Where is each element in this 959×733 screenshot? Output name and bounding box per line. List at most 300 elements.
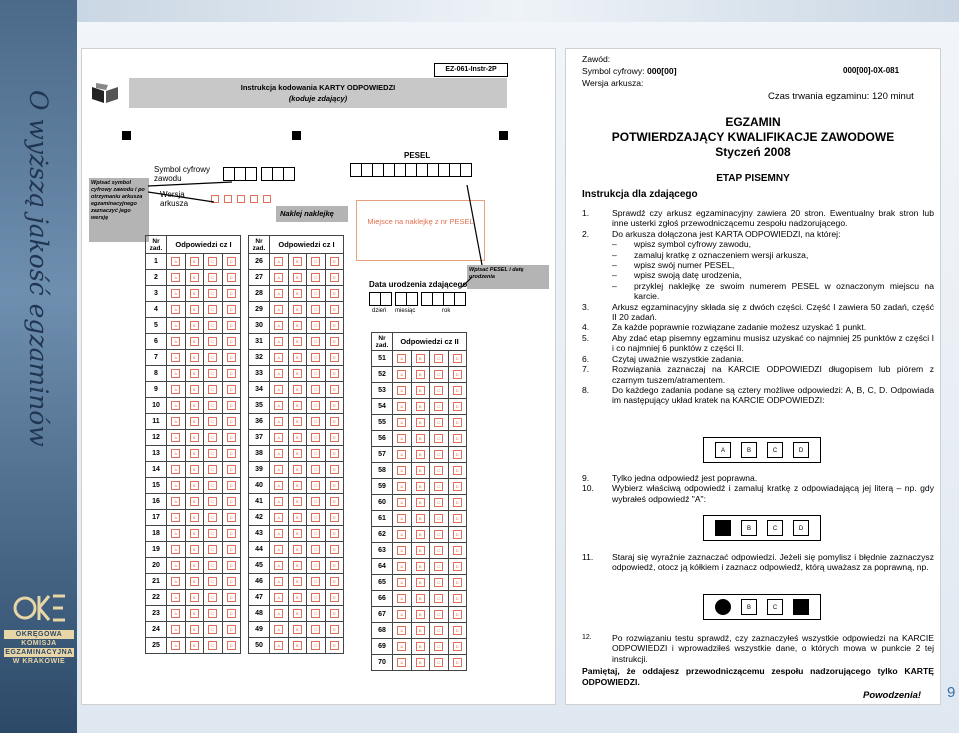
answer-cell: [222, 590, 241, 606]
answer-cell: [288, 430, 307, 446]
question-number: 5: [146, 318, 167, 334]
list-item: 6. Czytaj uważnie wszystkie zadania.: [582, 353, 744, 364]
option-c: C: [767, 520, 783, 536]
answer-box: B: [416, 530, 425, 539]
answer-box: D: [227, 561, 236, 570]
answer-box: A: [274, 497, 283, 506]
arrow-icon: [462, 177, 512, 297]
answer-box: D: [227, 369, 236, 378]
answer-cell: [307, 270, 326, 286]
list-item: 1. Sprawdź czy arkusz egzaminacyjny zawiera 20 stron. Ewentualny brak stron lub inne usterki zgłoś przewodniczącemu zespołu nadzorującego.: [582, 208, 934, 229]
answer-cell: [222, 414, 241, 430]
answer-cell: [325, 430, 344, 446]
answer-cell: [288, 574, 307, 590]
answer-cell: [288, 382, 307, 398]
answer-cell: [185, 606, 204, 622]
answer-cell: [393, 463, 412, 479]
answer-box: B: [293, 321, 302, 330]
symbol-line: [582, 66, 677, 76]
answer-box: C: [434, 434, 443, 443]
naklej-label: Naklej naklejkę: [276, 206, 348, 222]
table-row: [249, 446, 344, 462]
answer-box: A: [274, 529, 283, 538]
answer-cell: [307, 606, 326, 622]
answer-box: A: [171, 593, 180, 602]
table-row: [146, 478, 241, 494]
instructions-page: [565, 48, 941, 705]
answer-box: D: [453, 386, 462, 395]
answer-box: C: [208, 273, 217, 282]
answer-box: A: [397, 386, 406, 395]
answer-box: A: [274, 321, 283, 330]
answer-cell: [288, 590, 307, 606]
question-number: 2: [146, 270, 167, 286]
answer-box: D: [227, 593, 236, 602]
table-row: [372, 511, 467, 527]
answer-cell: [411, 543, 430, 559]
question-number: 1: [146, 254, 167, 270]
answer-box: B: [190, 497, 199, 506]
answer-box: D: [330, 449, 339, 458]
answer-box: B: [190, 529, 199, 538]
answer-box: B: [416, 642, 425, 651]
answer-box: C: [434, 354, 443, 363]
table-row: [372, 351, 467, 367]
answer-box: D: [227, 641, 236, 650]
answer-cell: [430, 543, 449, 559]
answer-box: B: [190, 385, 199, 394]
question-number: 25: [146, 638, 167, 654]
answer-box: C: [434, 402, 443, 411]
question-number: 36: [249, 414, 270, 430]
answer-box: A: [274, 593, 283, 602]
question-number: 23: [146, 606, 167, 622]
answer-cell: [393, 623, 412, 639]
answer-box: A: [274, 545, 283, 554]
answer-box: D: [227, 321, 236, 330]
answer-cell: [430, 591, 449, 607]
logo-line: EGZAMINACYJNA: [5, 649, 73, 656]
answer-cell: [185, 542, 204, 558]
answer-cell: [270, 382, 289, 398]
answer-cell: [307, 526, 326, 542]
answer-box: D: [227, 257, 236, 266]
answer-cell: [325, 606, 344, 622]
answer-box: D: [330, 529, 339, 538]
answer-cell: [325, 510, 344, 526]
answer-box: A: [171, 321, 180, 330]
answer-box: B: [293, 417, 302, 426]
answer-box: C: [434, 498, 443, 507]
answer-cell: [288, 398, 307, 414]
answer-cell: [185, 638, 204, 654]
answer-cell: [430, 607, 449, 623]
answer-cell: [288, 318, 307, 334]
answer-cell: [222, 318, 241, 334]
answer-box: C: [311, 337, 320, 346]
answer-box: C: [208, 609, 217, 618]
answer-box: D: [330, 433, 339, 442]
question-number: 12: [146, 430, 167, 446]
answer-cell: [167, 622, 186, 638]
answer-cell: [204, 462, 223, 478]
answer-box: D: [330, 369, 339, 378]
answer-box: A: [171, 625, 180, 634]
answer-box: D: [453, 482, 462, 491]
answer-box: D: [330, 545, 339, 554]
answer-cell: [204, 270, 223, 286]
question-number: 32: [249, 350, 270, 366]
answer-box: B: [416, 466, 425, 475]
answer-cell: [167, 526, 186, 542]
answer-box: A: [274, 337, 283, 346]
answer-box: D: [227, 529, 236, 538]
answer-cell: [307, 494, 326, 510]
arrow-icon: [148, 174, 238, 214]
answer-cell: [288, 366, 307, 382]
answer-cell: [288, 334, 307, 350]
answer-box: A: [171, 465, 180, 474]
answer-cell: [270, 478, 289, 494]
answer-cell: [288, 446, 307, 462]
answer-box: A: [397, 642, 406, 651]
answer-cell: [222, 510, 241, 526]
answer-box: D: [453, 562, 462, 571]
table-row: [146, 430, 241, 446]
answer-cell: [430, 447, 449, 463]
answer-cell: [185, 446, 204, 462]
question-number: 27: [249, 270, 270, 286]
answer-box: B: [293, 449, 302, 458]
answer-box: A: [397, 610, 406, 619]
answer-cell: [204, 430, 223, 446]
answer-cell: [411, 623, 430, 639]
answer-cell: [185, 414, 204, 430]
answer-box: C: [311, 449, 320, 458]
answer-box: D: [453, 610, 462, 619]
answer-cell: [411, 351, 430, 367]
answer-box: C: [208, 353, 217, 362]
answer-cell: [307, 446, 326, 462]
answers-table-3: [371, 332, 467, 671]
answer-cell: [448, 623, 467, 639]
answer-box: A: [397, 530, 406, 539]
choice-example-empty: [703, 437, 821, 463]
table-row: [249, 558, 344, 574]
answer-cell: [288, 462, 307, 478]
answer-cell: [448, 639, 467, 655]
dob-boxes: [370, 292, 466, 306]
answer-box: D: [330, 513, 339, 522]
answer-cell: [288, 510, 307, 526]
question-number: 58: [372, 463, 393, 479]
option-a-circled: [715, 599, 731, 615]
answer-cell: [204, 510, 223, 526]
answer-box: D: [453, 642, 462, 651]
answer-cell: [448, 527, 467, 543]
answer-cell: [430, 351, 449, 367]
answer-cell: [270, 638, 289, 654]
answer-box: C: [434, 658, 443, 667]
table-row: [372, 463, 467, 479]
answer-box: B: [190, 641, 199, 650]
answer-box: B: [416, 370, 425, 379]
answer-box: D: [227, 401, 236, 410]
answer-cell: [307, 558, 326, 574]
question-number: 30: [249, 318, 270, 334]
question-number: 29: [249, 302, 270, 318]
answer-box: D: [453, 658, 462, 667]
answer-box: B: [190, 401, 199, 410]
answer-cell: [204, 590, 223, 606]
answer-cell: [204, 558, 223, 574]
table-row: [146, 542, 241, 558]
answer-box: A: [171, 497, 180, 506]
answer-box: D: [330, 273, 339, 282]
answer-box: B: [190, 353, 199, 362]
answer-cell: [393, 447, 412, 463]
answer-box: D: [453, 530, 462, 539]
answer-cell: [448, 511, 467, 527]
answer-cell: [411, 575, 430, 591]
answer-cell: [307, 622, 326, 638]
table-row: [372, 607, 467, 623]
answer-cell: [325, 414, 344, 430]
answer-box: B: [293, 545, 302, 554]
answer-cell: [430, 623, 449, 639]
answer-cell: [325, 286, 344, 302]
answer-cell: [167, 414, 186, 430]
question-number: 35: [249, 398, 270, 414]
list-subitem: – wpisz swoją datę urodzenia,: [612, 270, 742, 281]
answer-cell: [411, 511, 430, 527]
table-row: [249, 526, 344, 542]
question-number: 67: [372, 607, 393, 623]
question-number: 44: [249, 542, 270, 558]
answer-cell: [393, 415, 412, 431]
question-number: 69: [372, 639, 393, 655]
answer-box: C: [311, 385, 320, 394]
answer-box: A: [171, 449, 180, 458]
answer-cell: [288, 350, 307, 366]
list-item: 9. Tylko jedna odpowiedź jest poprawna.: [582, 473, 758, 483]
answer-cell: [411, 591, 430, 607]
answer-cell: [325, 622, 344, 638]
table-row: [249, 590, 344, 606]
answer-cell: [325, 638, 344, 654]
table-row: [249, 382, 344, 398]
answer-cell: [185, 366, 204, 382]
table-row: [146, 366, 241, 382]
table-row: [372, 479, 467, 495]
answer-cell: [325, 270, 344, 286]
answer-box: C: [311, 625, 320, 634]
answer-cell: [204, 382, 223, 398]
answer-cell: [167, 494, 186, 510]
answer-cell: [448, 495, 467, 511]
answer-cell: [185, 510, 204, 526]
answer-cell: [307, 430, 326, 446]
answer-box: B: [293, 593, 302, 602]
answer-cell: [167, 270, 186, 286]
answer-box: A: [397, 402, 406, 411]
answer-box: A: [274, 353, 283, 362]
answer-box: D: [227, 417, 236, 426]
answer-cell: [222, 254, 241, 270]
answer-box: A: [171, 529, 180, 538]
answer-box: A: [171, 433, 180, 442]
question-number: 60: [372, 495, 393, 511]
answer-cell: [204, 254, 223, 270]
answer-cell: [288, 622, 307, 638]
answer-cell: [222, 382, 241, 398]
answer-cell: [430, 495, 449, 511]
table-row: [249, 334, 344, 350]
answer-cell: [448, 447, 467, 463]
table-row: [249, 254, 344, 270]
answer-box: C: [311, 273, 320, 282]
answer-box: A: [397, 514, 406, 523]
answer-cell: [185, 462, 204, 478]
answer-cell: [167, 590, 186, 606]
symbol-label: Symbol cyfrowy:: [582, 66, 645, 76]
answer-box: A: [397, 562, 406, 571]
answer-cell: [204, 526, 223, 542]
answer-cell: [393, 351, 412, 367]
answer-cell: [411, 639, 430, 655]
answer-cell: [307, 574, 326, 590]
answer-box: C: [311, 465, 320, 474]
dob-day: dzień: [372, 308, 387, 314]
answer-box: A: [397, 466, 406, 475]
answer-box: D: [330, 257, 339, 266]
table-row: [249, 638, 344, 654]
answer-box: A: [274, 401, 283, 410]
answer-cell: [222, 622, 241, 638]
answer-box: C: [311, 401, 320, 410]
answer-cell: [270, 574, 289, 590]
answer-box: C: [311, 545, 320, 554]
answer-cell: [307, 334, 326, 350]
col-cz1: Odpowiedzi cz I: [167, 236, 241, 254]
answer-cell: [307, 286, 326, 302]
answer-cell: [288, 606, 307, 622]
answer-box: B: [416, 386, 425, 395]
answer-cell: [448, 415, 467, 431]
answer-box: B: [416, 450, 425, 459]
question-number: 52: [372, 367, 393, 383]
table-row: [372, 623, 467, 639]
question-number: 55: [372, 415, 393, 431]
answer-cell: [430, 431, 449, 447]
answer-box: D: [453, 626, 462, 635]
answer-box: D: [453, 450, 462, 459]
answer-cell: [393, 527, 412, 543]
answer-box: D: [330, 481, 339, 490]
answer-cell: [288, 270, 307, 286]
question-number: 17: [146, 510, 167, 526]
table-row: [146, 382, 241, 398]
answer-cell: [288, 286, 307, 302]
question-number: 38: [249, 446, 270, 462]
answer-cell: [448, 399, 467, 415]
page-number: 9: [947, 684, 956, 701]
answer-cell: [167, 286, 186, 302]
answer-box: D: [227, 481, 236, 490]
answer-box: B: [190, 305, 199, 314]
table-row: [372, 543, 467, 559]
instruction-list: [582, 208, 934, 406]
answer-cell: [270, 318, 289, 334]
answer-box: C: [434, 450, 443, 459]
answer-cell: [393, 367, 412, 383]
card-subtitle: (koduje zdający): [288, 94, 348, 103]
answer-cell: [222, 558, 241, 574]
answer-box: D: [227, 433, 236, 442]
table-row: [249, 462, 344, 478]
answer-cell: [325, 478, 344, 494]
answer-cell: [204, 398, 223, 414]
answer-cell: [307, 638, 326, 654]
answer-box: D: [453, 594, 462, 603]
answer-cell: [307, 254, 326, 270]
question-number: 13: [146, 446, 167, 462]
answer-cell: [185, 302, 204, 318]
answer-box: A: [397, 578, 406, 587]
answer-box: A: [171, 513, 180, 522]
answer-cell: [393, 383, 412, 399]
answer-cell: [288, 478, 307, 494]
answer-cell: [307, 302, 326, 318]
question-number: 53: [372, 383, 393, 399]
answer-cell: [448, 383, 467, 399]
list-item: 11. Staraj się wyraźnie zaznaczać odpowiedzi. Jeżeli się pomylisz i błędnie zaznaczysz odpowiedź, otocz ją kółkiem i zaznacz odpowiedź, którą uważasz za poprawną, np.: [582, 552, 934, 573]
question-number: 66: [372, 591, 393, 607]
answer-cell: [430, 575, 449, 591]
answer-cell: [393, 575, 412, 591]
answer-cell: [288, 638, 307, 654]
oke-logo-icon: [11, 590, 67, 626]
answer-box: A: [274, 417, 283, 426]
answer-box: B: [416, 514, 425, 523]
question-number: 41: [249, 494, 270, 510]
list-subitem: – wpisz symbol cyfrowy zawodu,: [612, 239, 752, 250]
answer-box: D: [453, 546, 462, 555]
answer-cell: [448, 591, 467, 607]
answer-box: D: [227, 465, 236, 474]
col-cz2: Odpowiedzi cz II: [393, 333, 467, 351]
table-row: [146, 254, 241, 270]
list-subitem: – przyklej naklejkę ze swoim numerem PESEL w oznaczonym miejscu na karcie.: [612, 280, 934, 302]
answer-cell: [430, 383, 449, 399]
answer-cell: [430, 479, 449, 495]
answer-cell: [411, 367, 430, 383]
answer-box: B: [293, 625, 302, 634]
answer-cell: [270, 350, 289, 366]
answer-box: B: [416, 482, 425, 491]
answer-box: A: [397, 434, 406, 443]
table-row: [146, 350, 241, 366]
question-number: 3: [146, 286, 167, 302]
answer-box: B: [190, 369, 199, 378]
table-row: [146, 462, 241, 478]
answer-cell: [222, 350, 241, 366]
pesel-label: PESEL: [404, 151, 431, 160]
answer-box: B: [416, 546, 425, 555]
answer-cell: [288, 558, 307, 574]
answer-cell: [325, 574, 344, 590]
answer-box: C: [311, 417, 320, 426]
